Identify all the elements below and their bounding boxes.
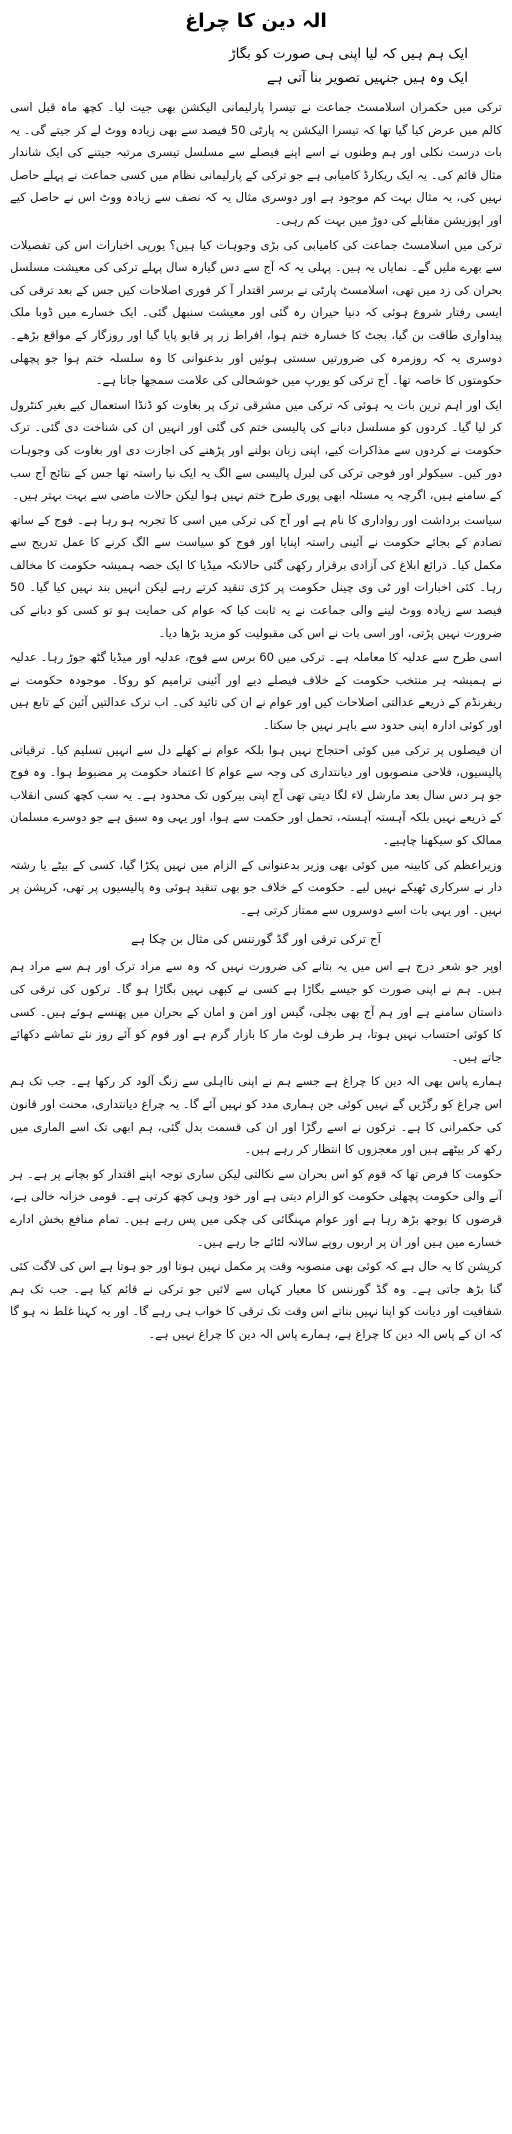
verse-line-2: ایک وہ ہیں جنہیں تصویر بنا آتی ہے xyxy=(266,70,468,86)
opening-verse xyxy=(10,42,502,90)
paragraph-6: ان فیصلوں پر ترکی میں کوئی احتجاج نہیں ہوا بلکہ عوام نے کھلے دل سے انہیں تسلیم کیا۔ ترقیاتی پالیسیوں، فلاحی منصوبوں اور دیانتداری کی وجہ سے عوام کا اعتماد حکومت پر مضبوط ہوا۔ وہ فوج جو ہر دس سال بعد مارشل لاء لگا دیتی تھی آج اپنی بیرکوں تک محدود ہے۔ یہ سب کچھ کسی انقلاب کے ذریعے نہیں بلکہ آہستہ آہستہ، تحمل اور حکمت سے ہوا، اور یہی وہ سبق ہے جو دوسرے مسلمان ممالک کو سیکھنا چاہیے۔ xyxy=(10,742,502,847)
paragraph-1: ترکی میں حکمران اسلامسٹ جماعت نے تیسرا پارلیمانی الیکشن بھی جیت لیا۔ کچھ ماہ قبل اسی کالم میں عرض کیا گیا تھا کہ تیسرا الیکشن یہ پارٹی 50 فیصد سے بھی زیادہ ووٹ لے کر جیتے گی۔ یہ بات درست نکلی اور ہم وطنوں نے اسے اپنے فیصلے سے مسلسل تیسری مرتبہ جیتنے کی ایک شاندار مثال قائم کی۔ یہ ایک ریکارڈ کامیابی ہے جو ترکی کے پارلیمانی نظام میں کسی جماعت نے پہلے حاصل نہیں کی، یہ مثال بہت کم موجود ہے اور دوسری مثال یہ کہ نصف سے زیادہ ووٹ اس نے حاصل کیے اور اپوزیشن مقابلے کی دوڑ میں بہت کم رہی۔ xyxy=(10,100,502,227)
paragraph-4: سیاست برداشت اور رواداری کا نام ہے اور آج کی ترکی میں اسی کا تجربہ ہو رہا ہے۔ فوج کے ساتھ تصادم کے بجائے حکومت نے آئینی راستہ اپنایا اور فوج کو سیاست سے الگ کرنے کا عمل تدریج سے مکمل کیا۔ ذرائع ابلاغ کی آزادی برقرار رکھی گئی حالانکہ میڈیا کا ایک حصہ ہمیشہ حکومت کا مخالف رہا۔ کئی اخبارات اور ٹی وی چینل حکومت پر کڑی تنقید کرتے رہے لیکن انہیں بند نہیں کیا گیا۔ 50 فیصد سے زیادہ ووٹ لینے والی جماعت نے یہ ثابت کیا کہ عوام کی حمایت ہو تو کسی کو دبانے کی ضرورت نہیں پڑتی، اور اسی بات نے اس کی مقبولیت کو مزید بڑھا دیا۔ xyxy=(10,512,502,640)
paragraph-5: اسی طرح سے عدلیہ کا معاملہ ہے۔ ترکی میں 60 برس سے فوج، عدلیہ اور میڈیا گٹھ جوڑ رہا۔ عدلیہ نے ہمیشہ ہر منتخب حکومت کے خلاف فیصلے دیے اور آئینی ترامیم کو روکا۔ موجودہ حکومت نے ریفرنڈم کے ذریعے عدالتی اصلاحات کیں اور عوام نے ان کی تائید کی۔ اب ترک عدالتیں آئین کے تابع ہیں اور کوئی ادارہ اپنی حدود سے باہر نہیں جا سکتا۔ xyxy=(10,650,502,733)
paragraph-10: حکومت کا فرض تھا کہ قوم کو اس بحران سے نکالتی لیکن ساری توجہ اپنے اقتدار کو بچانے پر ہے۔ ہر آنے والی حکومت پچھلی حکومت کو الزام دیتی ہے اور خود وہی کچھ کرتی ہے۔ قومی خزانہ خالی ہے، قرضوں کا بوجھ بڑھ رہا ہے اور عوام مہنگائی کی چکی میں پس رہے ہیں۔ تمام منافع بخش ادارے خسارے میں ہیں اور ان پر اربوں روپے سالانہ لٹائے جا رہے ہیں۔ xyxy=(10,1166,502,1249)
paragraph-3: ایک اور اہم ترین بات یہ ہوئی کہ ترکی میں مشرقی ترک پر بغاوت کو ڈنڈا استعمال کیے بغیر کنٹرول کر لیا گیا۔ کردوں کو مسلسل دبانے کی پالیسی ختم کی گئی اور انہیں ان کی شناخت دی گئی۔ ترک حکومت نے کردوں سے مذاکرات کیے، اپنی زبان بولنے اور پڑھنے کی اجازت دی اور بغاوت کی وجوہات دور کیں۔ سیکولر اور فوجی ترکی کی لبرل پالیسی سے الگ یہ ایک نیا راستہ تھا جس کے نتائج آج سب کے سامنے ہیں، اگرچہ یہ مسئلہ ابھی پوری طرح ختم نہیں ہوا لیکن حالات ماضی سے بہت بہتر ہیں۔ xyxy=(10,397,502,503)
paragraph-7: وزیراعظم کی کابینہ میں کوئی بھی وزیر بدعنوانی کے الزام میں نہیں پکڑا گیا، کسی کے بیٹے یا رشتہ دار نے سرکاری ٹھیکے نہیں لیے۔ حکومت کے خلاف جو بھی تنقید ہوئی وہ پالیسیوں پر تھی، کرپشن پر نہیں۔ اور یہی بات اسے دوسروں سے ممتاز کرتی ہے۔ xyxy=(10,857,502,917)
verse-line-1: ایک ہم ہیں کہ لیا اپنی ہی صورت کو بگاڑ xyxy=(229,46,468,62)
paragraph-11: کرپشن کا یہ حال ہے کہ کوئی بھی منصوبہ وقت پر مکمل نہیں ہوتا اور جو ہوتا ہے اس کی لاگت کئی گنا بڑھ جاتی ہے۔ وہ گڈ گورننس کا معیار کہاں سے لائیں جو ترکی نے قائم کیا ہے۔ جب تک ہم شفافیت اور دیانت کو اپنا نہیں بناتے اس وقت تک ترقی کا خواب ہی رہے گا۔ اور یہ کہنا غلط نہ ہو گا کہ ان کے پاس الہ دین کا چراغ ہے، ہمارے پاس الہ دین کا چراغ نہیں ہے۔ xyxy=(10,1259,502,1341)
section-heading: آج ترکی ترقی اور گڈ گورننس کی مثال بن چکا ہے xyxy=(131,932,381,947)
paragraph-9: ہمارے پاس بھی الہ دین کا چراغ ہے جسے ہم نے اپنی نااہلی سے زنگ آلود کر رکھا ہے۔ جب تک ہم اس چراغ کو رگڑیں گے نہیں کوئی جن ہماری مدد کو نہیں آئے گا۔ یہ چراغ دیانتداری، محنت اور قانون کی حکمرانی کا ہے۔ ترکوں نے اسے رگڑا اور ان کی قسمت بدل گئی، ہم ابھی تک اسے الماری میں رکھ کر بیٹھے ہیں اور معجزوں کا انتظار کر رہے ہیں۔ xyxy=(10,1074,502,1157)
paragraph-2: ترکی میں اسلامسٹ جماعت کی کامیابی کی بڑی وجوہات کیا ہیں؟ یورپی اخبارات اس کی تفصیلات سے بھرے ملیں گے۔ نمایاں یہ ہیں۔ پہلی یہ کہ آج سے دس گیارہ سال پہلے ترکی کی معیشت مسلسل بحران کی زد میں تھی، اسلامسٹ پارٹی نے برسر اقتدار آ کر فوری اصلاحات کیں جس کے بعد ترقی کی ایسی رفتار شروع ہوئی کہ دنیا حیران رہ گئی اور معیشت سنبھل گئی۔ ایک خسارے میں ڈوبا ملک پیداواری طاقت بن گیا، بجٹ کا خسارہ ختم ہوا، افراط زر پر قابو پایا گیا اور روزگار کے مواقع بڑھے۔ دوسری یہ کہ روزمرہ کی ضرورتیں سستی ہوئیں اور بدعنوانی کا وہ سلسلہ ختم ہوا جو پچھلی حکومتوں کا خاصہ تھا۔ آج ترکی کو یورپ میں خوشحالی کی علامت سمجھا جاتا ہے۔ xyxy=(10,237,502,388)
paragraph-8: اوپر جو شعر درج ہے اس میں یہ بتانے کی ضرورت نہیں کہ وہ سے مراد ترک اور ہم سے مراد ہم ہیں۔ ہم نے اپنی صورت کو جیسے بگاڑا ہے کسی نے کبھی نہیں بگاڑا ہو گا۔ ترکوں کی ترقی کی داستان سامنے ہے اور ہم آج بھی بجلی، گیس اور امن و امان کے بحران میں پھنسے ہوئے ہیں۔ کسی کا کوئی احتساب نہیں ہوتا، ہر طرف لوٹ مار کا بازار گرم ہے اور قوم کو آئے روز نئے تماشے دکھائے جاتے ہیں۔ xyxy=(10,959,502,1064)
column-title: الہ دین کا چراغ xyxy=(185,10,327,32)
